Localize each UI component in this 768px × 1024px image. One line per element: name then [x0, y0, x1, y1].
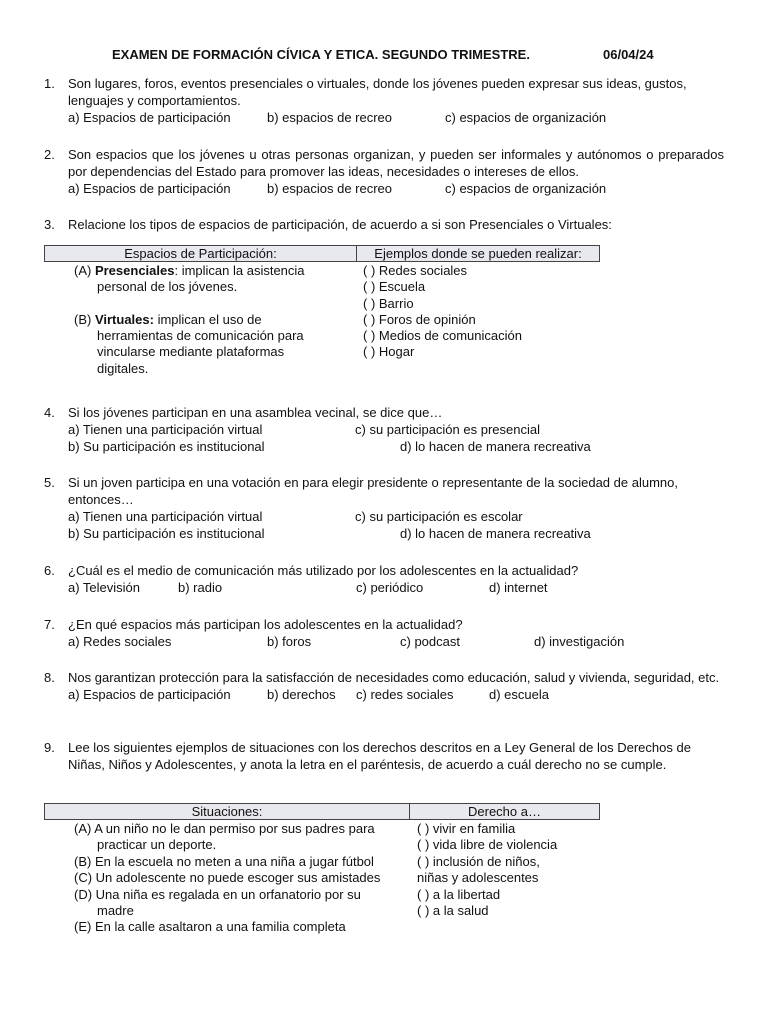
right-item[interactable]: ( ) vida libre de violencia [417, 837, 558, 852]
question-9 [44, 739, 724, 773]
question-text: Son lugares, foros, eventos presenciales o virtuales, donde los jóvenes pueden expresar sus ideas, gustos, lenguajes y comportamientos. [68, 76, 687, 108]
option-b[interactable]: b) espacios de recreo [267, 181, 393, 196]
question-options-row-1 [68, 421, 724, 438]
option-c[interactable]: c) redes sociales [356, 687, 454, 702]
situation-item: (B) En la escuela no meten a una niña a jugar fútbol [74, 854, 374, 869]
exam-title: EXAMEN DE FORMACIÓN CÍVICA Y ETICA. SEGUNDO TRIMESTRE. [112, 47, 530, 62]
option-c[interactable]: c) periódico [356, 580, 424, 595]
right-item[interactable]: ( ) vivir en familia [417, 821, 516, 836]
table-header-situations: Situaciones: [45, 804, 410, 820]
situation-item: (A) A un niño no le dan permiso por sus padres para [74, 821, 375, 836]
option-d[interactable]: d) lo hacen de manera recreativa [400, 526, 591, 541]
right-item[interactable]: ( ) inclusión de niños, [417, 854, 540, 869]
type-b-line-4: digitales. [97, 361, 149, 376]
option-c[interactable]: c) podcast [400, 634, 460, 649]
option-c[interactable]: c) su participación es escolar [355, 509, 523, 524]
question-number: 8. [44, 670, 55, 685]
option-a[interactable]: a) Espacios de participación [68, 181, 231, 196]
option-a[interactable]: a) Televisión [68, 580, 141, 595]
question-text: Son espacios que los jóvenes u otras personas organizan, y pueden ser informales y autónomos o preparados por dependencias del Estado para promover las ideas, necesidades o intereses de ellos. [68, 147, 724, 179]
right-item[interactable]: ( ) a la salud [417, 903, 489, 918]
option-c[interactable]: c) su participación es presencial [355, 422, 540, 437]
option-c[interactable]: c) espacios de organización [445, 181, 607, 196]
option-b[interactable]: b) espacios de recreo [267, 110, 393, 125]
option-d[interactable]: d) lo hacen de manera recreativa [400, 439, 591, 454]
option-b[interactable]: b) Su participación es institucional [68, 526, 265, 541]
example-item[interactable]: ( ) Foros de opinión [363, 312, 476, 327]
question-text: Nos garantizan protección para la satisfacción de necesidades como educación, salud y vivienda, seguridad, etc. [68, 670, 720, 685]
question-options [68, 109, 724, 126]
question-text: Lee los siguientes ejemplos de situaciones con los derechos descritos en a Ley General de los Derechos de Niñas, Niños y Adolescentes, y anota la letra en el paréntesis, de acuerdo a cuál derecho no se cumple. [68, 740, 691, 772]
question-number: 2. [44, 147, 55, 162]
question-1 [44, 75, 724, 126]
example-item[interactable]: ( ) Escuela [363, 279, 426, 294]
type-b-line-2: herramientas de comunicación para [97, 328, 304, 343]
option-a[interactable]: a) Espacios de participación [68, 687, 231, 702]
question-text: Relacione los tipos de espacios de participación, de acuerdo a si son Presenciales o Virtuales: [68, 217, 612, 232]
situation-item: (E) En la calle asaltaron a una familia completa [74, 919, 346, 934]
type-b-line-3: vincularse mediante plataformas [97, 344, 285, 359]
option-a[interactable]: a) Tienen una participación virtual [68, 422, 263, 437]
question-text: Si los jóvenes participan en una asamblea vecinal, se dice que… [68, 405, 443, 420]
question-options [68, 579, 724, 596]
situation-item: (D) Una niña es regalada en un orfanatorio por su [74, 887, 361, 902]
example-item[interactable]: ( ) Hogar [363, 344, 415, 359]
example-item[interactable]: ( ) Barrio [363, 296, 414, 311]
table-header-rights: Derecho a… [410, 804, 600, 820]
question-number: 6. [44, 563, 55, 578]
table-header-examples: Ejemplos donde se pueden realizar: [357, 246, 600, 262]
question-options-row-2 [68, 438, 724, 455]
question-3 [44, 216, 724, 233]
question-4 [44, 404, 724, 455]
question-8 [44, 669, 724, 703]
option-b[interactable]: b) derechos [267, 687, 336, 702]
question-number: 3. [44, 217, 55, 232]
question-number: 7. [44, 617, 55, 632]
situation-item: practicar un deporte. [97, 837, 217, 852]
table-header-spaces: Espacios de Participación: [45, 246, 357, 262]
type-b-line-1: (B) Virtuales: implican el uso de [74, 312, 262, 327]
option-d[interactable]: d) escuela [489, 687, 549, 702]
question-number: 1. [44, 76, 55, 91]
question-options-row-1 [68, 508, 724, 525]
question-options [68, 633, 724, 650]
option-d[interactable]: d) internet [489, 580, 548, 595]
option-a[interactable]: a) Tienen una participación virtual [68, 509, 263, 524]
option-b[interactable]: b) foros [267, 634, 312, 649]
question-6 [44, 562, 724, 596]
question-number: 4. [44, 405, 55, 420]
situation-item: (C) Un adolescente no puede escoger sus amistades [74, 870, 381, 885]
question-number: 9. [44, 740, 55, 755]
question-2 [44, 146, 724, 197]
example-item[interactable]: ( ) Medios de comunicación [363, 328, 522, 343]
exam-date: 06/04/24 [603, 47, 654, 62]
option-b[interactable]: b) radio [178, 580, 223, 595]
option-c[interactable]: c) espacios de organización [445, 110, 607, 125]
question-5 [44, 474, 724, 542]
question-text: Si un joven participa en una votación en para elegir presidente o representante de la sociedad de alumno, entonces… [68, 475, 678, 507]
option-d[interactable]: d) investigación [534, 634, 625, 649]
participation-table-header [44, 245, 600, 262]
question-options [68, 686, 724, 703]
type-a-line-1: (A) Presenciales: implican la asistencia [74, 263, 305, 278]
option-a[interactable]: a) Espacios de participación [68, 110, 231, 125]
question-7 [44, 616, 724, 650]
question-text: ¿Cuál es el medio de comunicación más utilizado por los adolescentes en la actualidad? [68, 563, 579, 578]
question-text: ¿En qué espacios más participan los adolescentes en la actualidad? [68, 617, 463, 632]
option-a[interactable]: a) Redes sociales [68, 634, 172, 649]
rights-table-header [44, 803, 600, 820]
question-options [68, 180, 724, 197]
question-number: 5. [44, 475, 55, 490]
example-item[interactable]: ( ) Redes sociales [363, 263, 468, 278]
question-options-row-2 [68, 525, 724, 542]
right-item-continued: niñas y adolescentes [417, 870, 539, 885]
situation-item: madre [97, 903, 134, 918]
option-b[interactable]: b) Su participación es institucional [68, 439, 265, 454]
right-item[interactable]: ( ) a la libertad [417, 887, 501, 902]
type-a-line-2: personal de los jóvenes. [97, 279, 238, 294]
